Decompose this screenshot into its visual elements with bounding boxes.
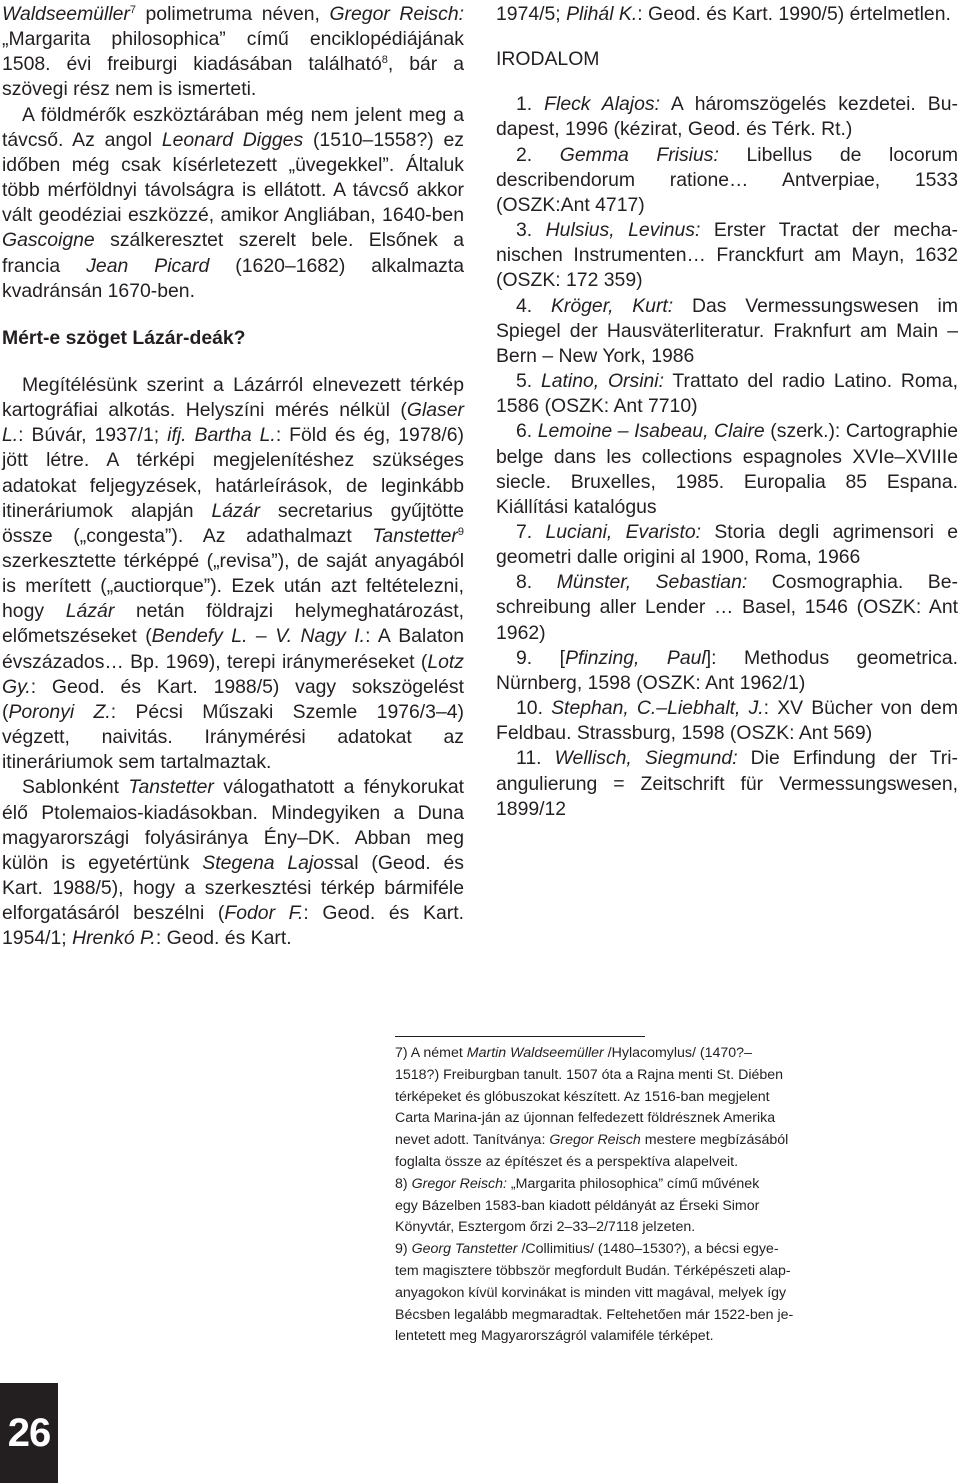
right-column — [496, 2, 958, 822]
reference-list — [496, 92, 958, 822]
footnote-divider — [395, 1036, 645, 1037]
reference-item: 5. Latino, Orsini: Trattato del radio Latino. Roma, 1586 (OSZK: Ant 7710) — [496, 370, 958, 418]
section-heading: Mért-e szöget Lázár-deák? — [2, 326, 246, 349]
reference-item: 7. Luciani, Evaristo: Storia degli agrimensori e geometri dalle origini al 1900, Roma, 1966 — [496, 520, 958, 569]
reference-item: 1. Fleck Alajos: A háromszögelés kezdetei. Budapest, 1996 (kézirat, Geod. és Térk. Rt.) — [496, 93, 958, 141]
left-column — [2, 2, 464, 951]
paragraph: Sablonként Tanstetter válogathatott a fénykorukat élő Ptolemaios-kiadásokban. Mindegyiken a Duna magyarországi folyásiránya Ény–DK. Abban meg külön is egyetértünk Stegena Lajossal (Geod. és Kart. 1988/5), hogy a szerkesztési térkép bármiféle elforgatásáról beszélni (Fodor F.: Geod. és Kart. 1954/1; Hrenkó P.: Geod. és Kart. — [2, 776, 464, 950]
reference-item: 4. Kröger, Kurt: Das Vermessungswesen im Spiegel der Hausväterliteratur. Fraknfurt am Main – Bern – New York, 1986 — [496, 294, 959, 367]
reference-item: 6. Lemoine – Isabeau, Claire (szerk.): Cartographie belge dans les collections espagnoles XVIe–XVIIIe siecle. Bruxelles, 1985. Europalia 85 Espana. Kiállítási katalógus — [496, 420, 958, 518]
reference-item: 8. Münster, Sebastian: Cosmographia. Beschreibung aller Lender … Basel, 1546 (OSZK: Ant 1962) — [496, 571, 958, 644]
footnote: 8) Gregor Reisch: „Margarita philosophica” című művének egy Bázelben 1583-ban kiadott példányát az Érseki Simor Könyvtár, Esztergom őrzi 2–33–2/7118 jelzeten. — [395, 1175, 760, 1236]
paragraph: Waldseemüller$^7$ polimetruma néven, Gregor Reisch: „Margarita philosophica” című enciklopédiájának 1508. évi freiburgi kiadásában található$^8$, bár a szövegi rész nem is ismerteti. — [2, 3, 464, 101]
footnotes — [395, 1043, 855, 1348]
paragraph: A földmérők eszköztárában még nem jelent meg a távcső. Az angol Leonard Digges (1510–1558?) ez időben még csak kísérletezett „üvegekkel”. Általuk több mérföldnyi távolságra is ellátott. A távcső akkor vált geodéziai eszközzé, amikor Angliában, 1640-ben Gascoigne szálkeresztet szerelt bele. Elsőnek a francia Jean Picard (1620–1682) alkalmazta kvadránsán 1670-ben. — [2, 103, 464, 302]
page-number: 26 — [0, 1383, 58, 1483]
reference-item: 2. Gemma Frisius: Libellus de locorum describendorum ratione… Antverpiae, 1533 (OSZK:Ant 4717) — [496, 143, 959, 216]
paragraph: Megítélésünk szerint a Lázárról elnevezett térkép kartográfiai alkotás. Helyszíni mérés nélkül (Glaser L.: Búvár, 1937/1; ifj. Bartha L.: Föld és ég, 1978/6) jött létre. A térképi megjelenítéshez szükséges adatokat feljegyzések, határleírások, de leginkább itineráriumok alapján Lázár secretarius gyűjtötte össze („congesta”). Az adathalmazt Tanstetter$^9$ szerkesztette térképpé („revisa”), de saját anyagából is merített („auctiorque”). Ezek után azt feltételezni, hogy Lázár netán földrajzi helymeghatározást, előmetszéseket (Bendefy L. – V. Nagy I.: A Balaton évszázados… Bp. 1969), terepi iránymeréseket (Lotz Gy.: Geod. és Kart. 1988/5) vagy sokszögelést (Poronyi Z.: Pécsi Műszaki Szemle 1976/3–4) végzett, naivitás. Iránymérési adatokat az itineráriumok sem tartalmaztak. — [2, 373, 465, 774]
reference-item: 11. Wellisch, Siegmund: Die Erfindung der Triangulierung = Zeitschrift für Vermessungswesen, 1899/12 — [496, 747, 959, 820]
reference-item: 9. [Pfinzing, Paul]: Methodus geometrica. Nürnberg, 1598 (OSZK: Ant 1962/1) — [496, 646, 958, 694]
footnote: 9) Georg Tanstetter /Collimitius/ (1480–1530?), a bécsi egye- tem magisztere többször megfordult Budán. Térképészeti alap- anyagokon kívül korvinákat is minden vitt magával, melyek így Bécsben legalább megmaradtak. Feltehetően már 1522-ben je- lentetett meg Magyarországról valamiféle térképet. — [395, 1241, 794, 1345]
reference-item: 3. Hulsius, Levinus: Erster Tractat der mechanischen Instrumenten… Franckfurt am Mayn, 1632 (OSZK: 172 359) — [496, 219, 959, 292]
footnote: 7) A német Martin Waldseemüller /Hylacomylus/ (1470?– 1518?) Freiburgban tanult. 1507 óta a Rajna menti St. Diében térképeket és glóbuszokat készített. Az 1516-ban megjelent Carta Marina-ján az újonnan felfedezett földrésznek Amerika nevet adott. Tanítványa: Gregor Reisch mestere megbízásából foglalta össze az építészet és a perspektíva alapelveit. — [395, 1045, 789, 1170]
paragraph-continuation: 1974/5; Plihál K.: Geod. és Kart. 1990/5) értelmetlen. — [496, 3, 951, 25]
reference-item: 10. Stephan, C.–Liebhalt, J.: XV Bücher von dem Feldbau. Strassburg, 1598 (OSZK: Ant 569) — [496, 697, 958, 745]
references-heading: IRODALOM — [496, 48, 600, 71]
